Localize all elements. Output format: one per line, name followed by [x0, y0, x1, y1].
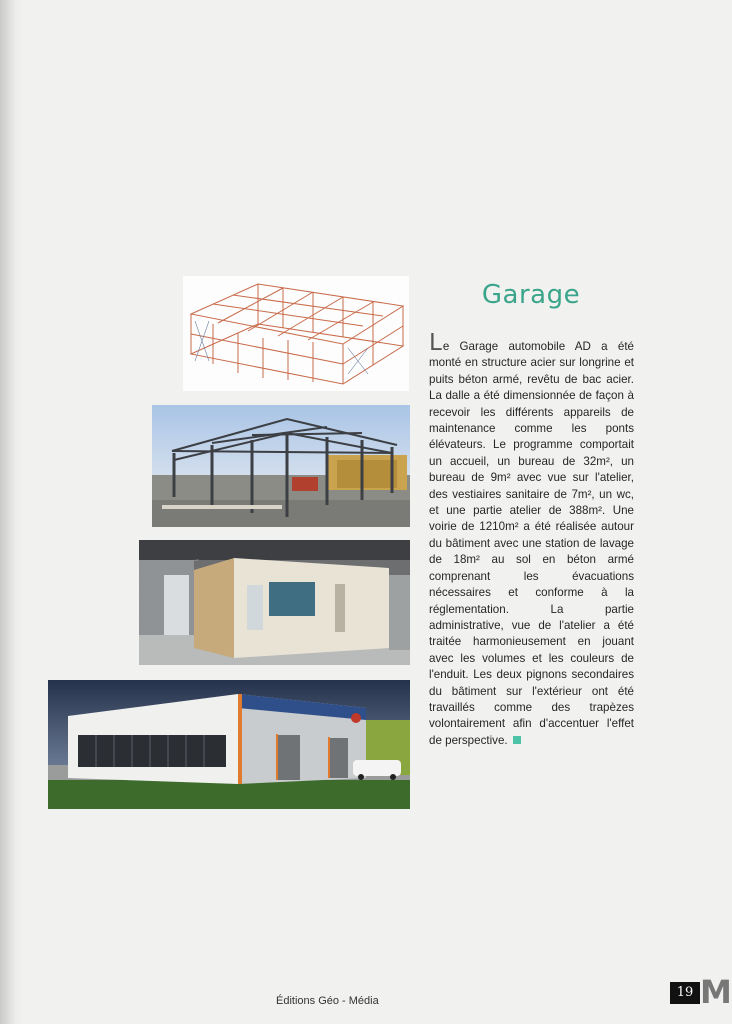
article-body	[429, 330, 634, 749]
finished-building-photo	[48, 680, 410, 809]
brand-letter: M	[700, 973, 732, 1011]
page-gutter-shadow	[0, 0, 22, 1024]
end-of-article-square-icon	[513, 736, 521, 744]
workshop-interior-photo	[139, 540, 410, 665]
publisher-footer: Éditions Géo - Média	[276, 995, 379, 1007]
article-text: e Garage automobile AD a été monté en structure acier sur longrine et puits béton armé, revêtu de bac acier. La dalle a été dimensionnée de façon à recevoir les différents appareils de maintenance comme les ponts élévateurs. Le programme comportait un accueil, un bureau de 32m², un bureau de 9m² avec vue sur l'atelier, des vestiaires sanitaire de 7m², un wc, et une partie atelier de 388m². Une voirie de 1210m² a été réalisée autour du bâtiment avec une station de lavage de 18m² au sol en béton armé comprenant les évacuations nécessaires et conforme à la réglementation. La partie administrative, vue de l'atelier a été traitée harmonieusement en jouant avec les volumes et les couleurs de l'enduit. Les deux pignons secondaires du bâtiment sur l'extérieur ont été travaillés comme des trapèzes volontairement afin d'accentuer l'effet de perspective.	[429, 340, 634, 747]
steel-frame-photo	[152, 405, 410, 527]
drop-cap: L	[429, 330, 442, 356]
structure-model-image	[183, 276, 409, 391]
article-title: Garage	[481, 280, 581, 310]
page-number: 19	[670, 982, 700, 1004]
